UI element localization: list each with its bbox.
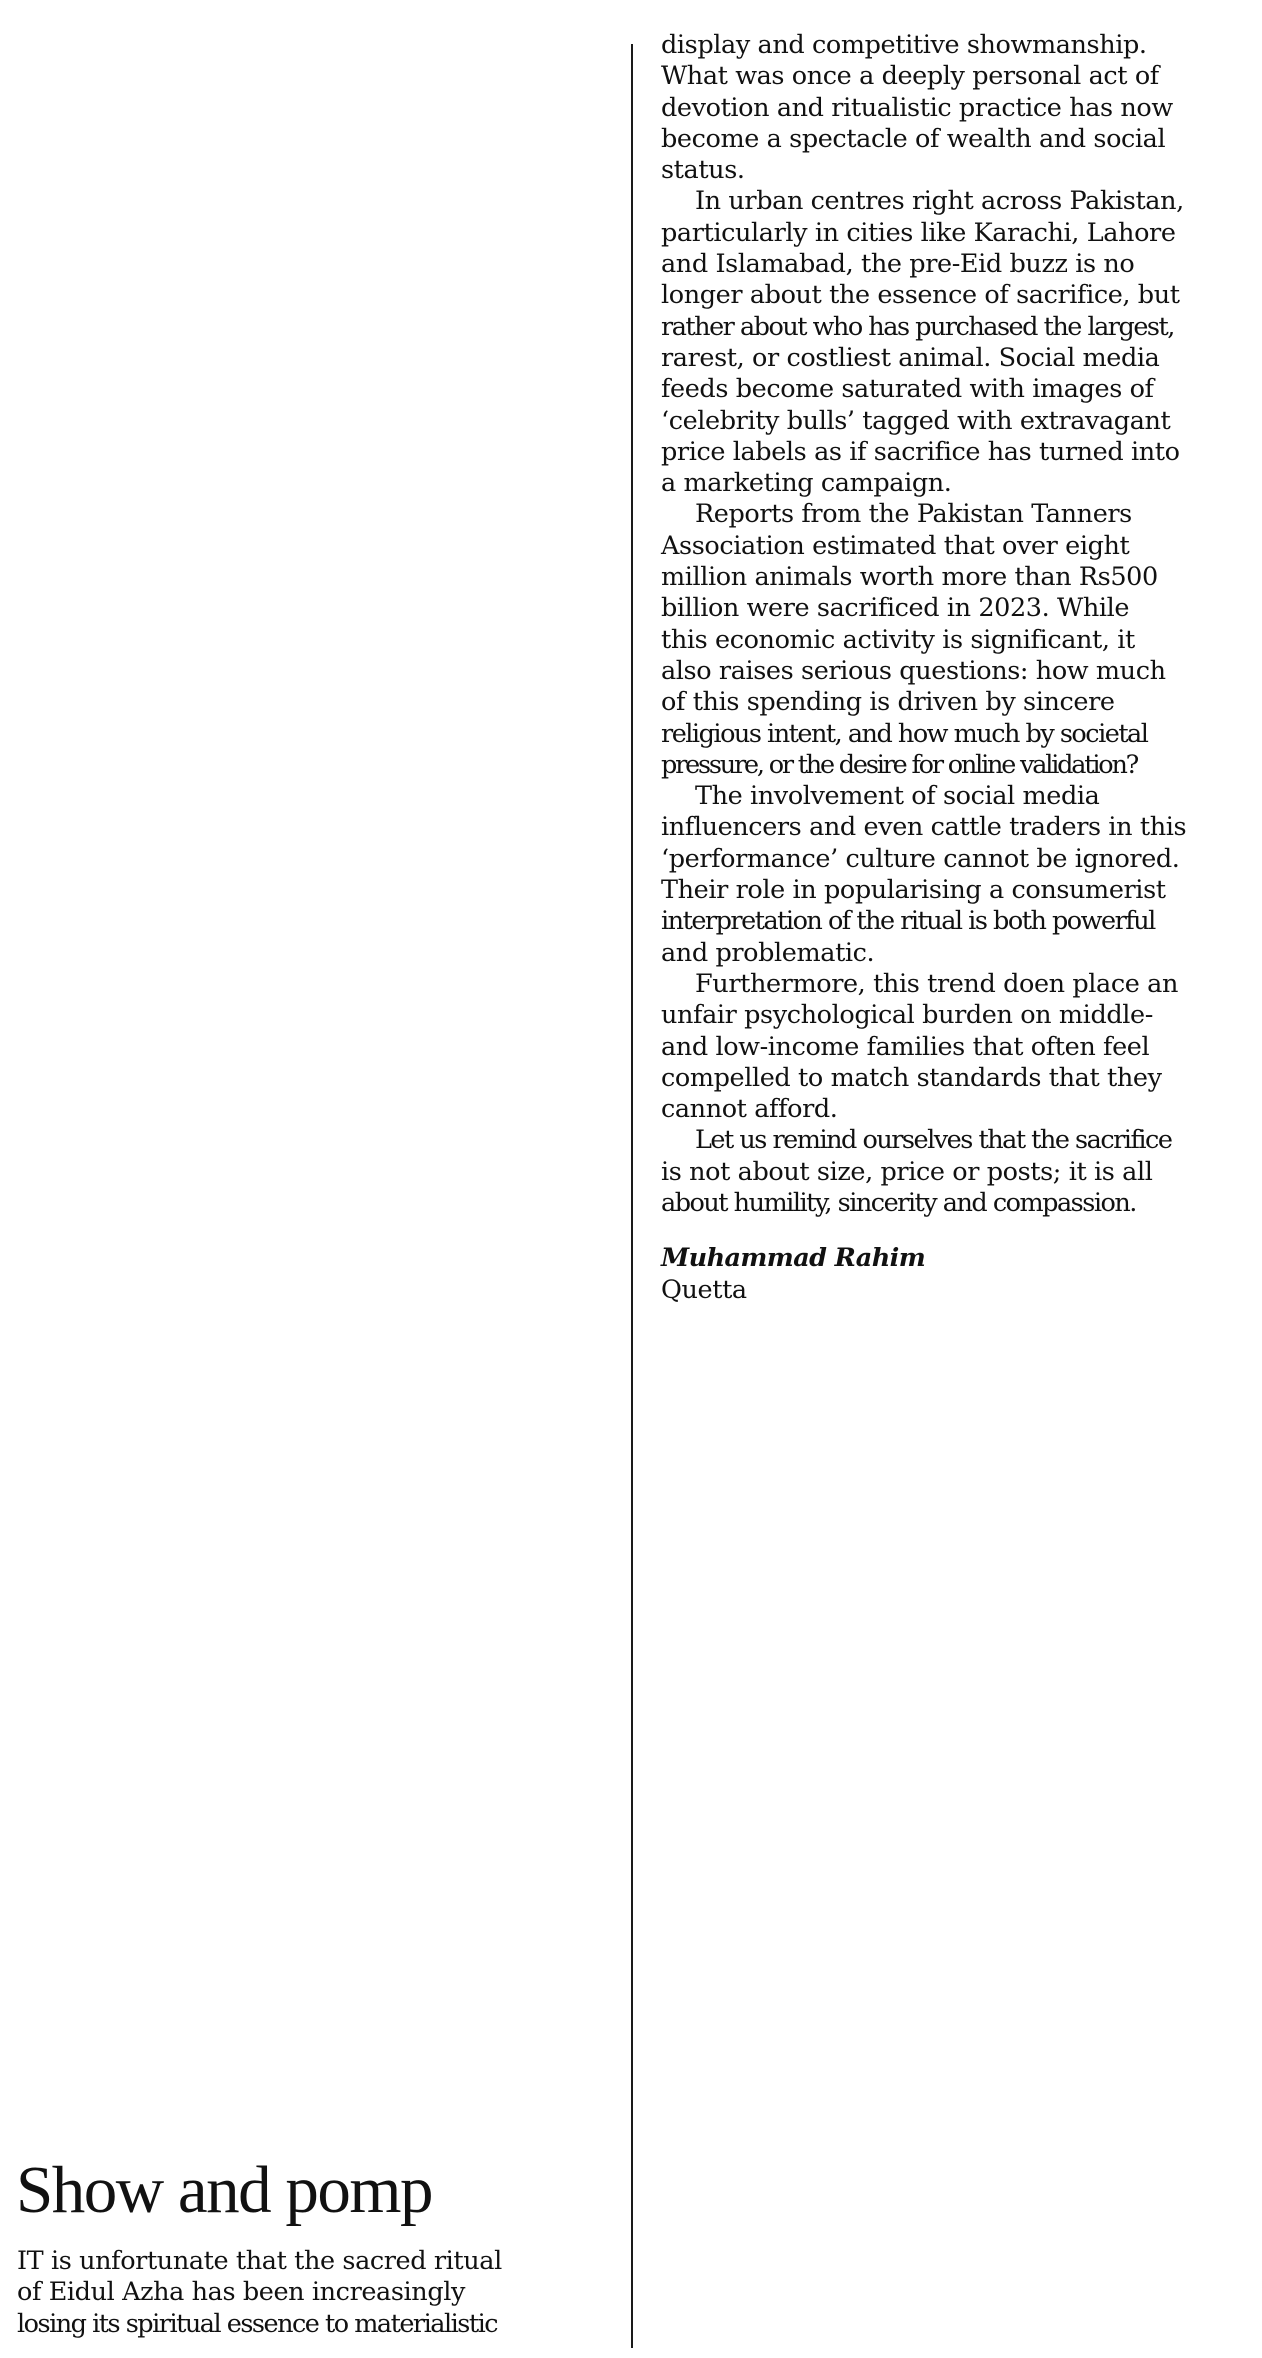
text-line: million animals worth more than Rs500 [661,562,1158,593]
text-line: also raises serious questions: how much [661,655,1166,686]
text-line: longer about the essence of sacrifice, but [661,280,1180,311]
text-line: a marketing campaign. [661,468,952,499]
text-line: What was once a deeply personal act of [661,61,1159,92]
paragraph-start-line: Let us remind ourselves that the sacrifice [695,1125,1172,1156]
text-line: and Islamabad, the pre-Eid buzz is no [661,249,1135,280]
text-line: display and competitive showmanship. [661,30,1147,60]
text-line: of Eidul Azha has been increasingly [17,2277,466,2308]
text-line: feeds become saturated with images of [661,374,1154,405]
left-column [0,0,624,2358]
text-line: unfair psychological burden on middle- [661,1000,1153,1031]
text-line: become a spectacle of wealth and social [661,123,1166,154]
text-line: about humility, sincerity and compassion. [661,1187,1136,1218]
text-line: is not about size, price or posts; it is all [661,1156,1153,1187]
text-line: IT is unfortunate that the sacred ritual [17,2246,502,2276]
text-line: billion were sacrificed in 2023. While [661,593,1130,624]
text-line: ‘celebrity bulls’ tagged with extravagant [661,405,1171,436]
text-line: Their role in popularising a consumerist [661,875,1166,906]
text-line: pressure, or the desire for online validation? [661,749,1138,780]
author-name: Muhammad Rahim [661,1243,926,1274]
text-line: interpretation of the ritual is both powerful [661,906,1155,937]
text-line: influencers and even cattle traders in this [661,812,1187,843]
text-line: rather about who has purchased the largest, [661,311,1174,342]
text-line: rarest, or costliest animal. Social media [661,342,1160,373]
text-line: this economic activity is significant, it [661,624,1135,655]
column-divider [631,44,633,2348]
text-line: losing its spiritual essence to materialistic [17,2308,498,2339]
text-line: compelled to match standards that they [661,1062,1162,1093]
paragraph-start-line: Furthermore, this trend doen place an [695,968,1178,999]
text-line: price labels as if sacrifice has turned into [661,436,1180,467]
text-line: of this spending is driven by sincere [661,687,1115,718]
text-line: ‘performance’ culture cannot be ignored. [661,843,1180,874]
text-line: status. [661,155,745,186]
author-city: Quetta [661,1274,747,1305]
text-line: and problematic. [661,937,875,968]
right-column [661,30,1255,1306]
text-line: cannot afford. [661,1094,838,1125]
text-line: particularly in cities like Karachi, Lahore [661,217,1176,248]
text-line: devotion and ritualistic practice has now [661,92,1173,123]
paragraph-start-line: In urban centres right across Pakistan, [695,186,1184,217]
text-line: and low-income families that often feel [661,1031,1150,1062]
text-line: religious intent, and how much by societal [661,718,1148,749]
letter-headline: Show and pomp [16,2153,432,2227]
letter-opening [17,2246,617,2340]
paragraph-start-line: Reports from the Pakistan Tanners [695,499,1132,530]
signature-gap [661,1219,1255,1243]
text-line: Association estimated that over eight [661,530,1130,561]
paragraph-start-line: The involvement of social media [695,781,1100,812]
